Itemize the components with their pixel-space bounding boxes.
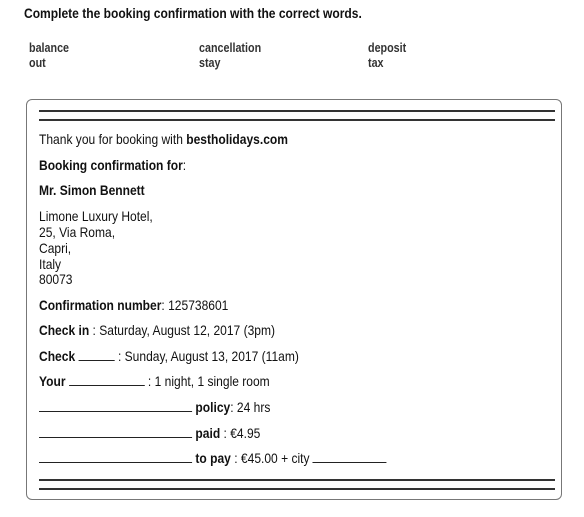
bottom-divider — [39, 479, 555, 490]
check-in-line: Check in : Saturday, August 12, 2017 (3pm) — [39, 322, 276, 338]
address-line-4: Italy — [39, 256, 62, 272]
word-balance: balance — [29, 41, 70, 55]
address-line-5: 80073 — [39, 271, 73, 287]
confirmation-number-line: Confirmation number: 125738601 — [39, 297, 229, 313]
answer-blank-2[interactable] — [69, 373, 145, 386]
word-deposit: deposit — [368, 41, 407, 55]
check-out-line: Check : Sunday, August 13, 2017 (11am) — [39, 348, 299, 364]
confirmation-for-line: Booking confirmation for: — [39, 157, 187, 173]
booking-confirmation-box — [26, 99, 562, 500]
word-out: out — [29, 56, 46, 70]
instruction-text: Complete the booking confirmation with the correct words. — [24, 5, 362, 21]
answer-blank-6[interactable] — [313, 450, 387, 463]
answer-blank-3[interactable] — [39, 399, 192, 412]
word-tax: tax — [368, 56, 384, 70]
address-line-2: 25, Via Roma, — [39, 224, 116, 240]
word-stay: stay — [199, 56, 221, 70]
site-name: bestholidays.com — [186, 131, 288, 147]
stay-line: Your : 1 night, 1 single room — [39, 373, 270, 389]
address-line-1: Limone Luxury Hotel, — [39, 208, 153, 224]
answer-blank-1[interactable] — [78, 348, 114, 361]
thanks-line: Thank you for booking with bestholidays.com — [39, 131, 288, 147]
guest-name: Mr. Simon Bennett — [39, 182, 145, 198]
word-cancellation: cancellation — [199, 41, 262, 55]
answer-blank-4[interactable] — [39, 425, 192, 438]
policy-line: policy: 24 hrs — [39, 399, 308, 415]
paid-line: paid : €4.95 — [39, 425, 296, 441]
answer-blank-5[interactable] — [39, 450, 192, 463]
to-pay-line: to pay : €45.00 + city — [39, 450, 443, 466]
address-line-3: Capri, — [39, 240, 72, 256]
top-divider — [39, 110, 555, 121]
